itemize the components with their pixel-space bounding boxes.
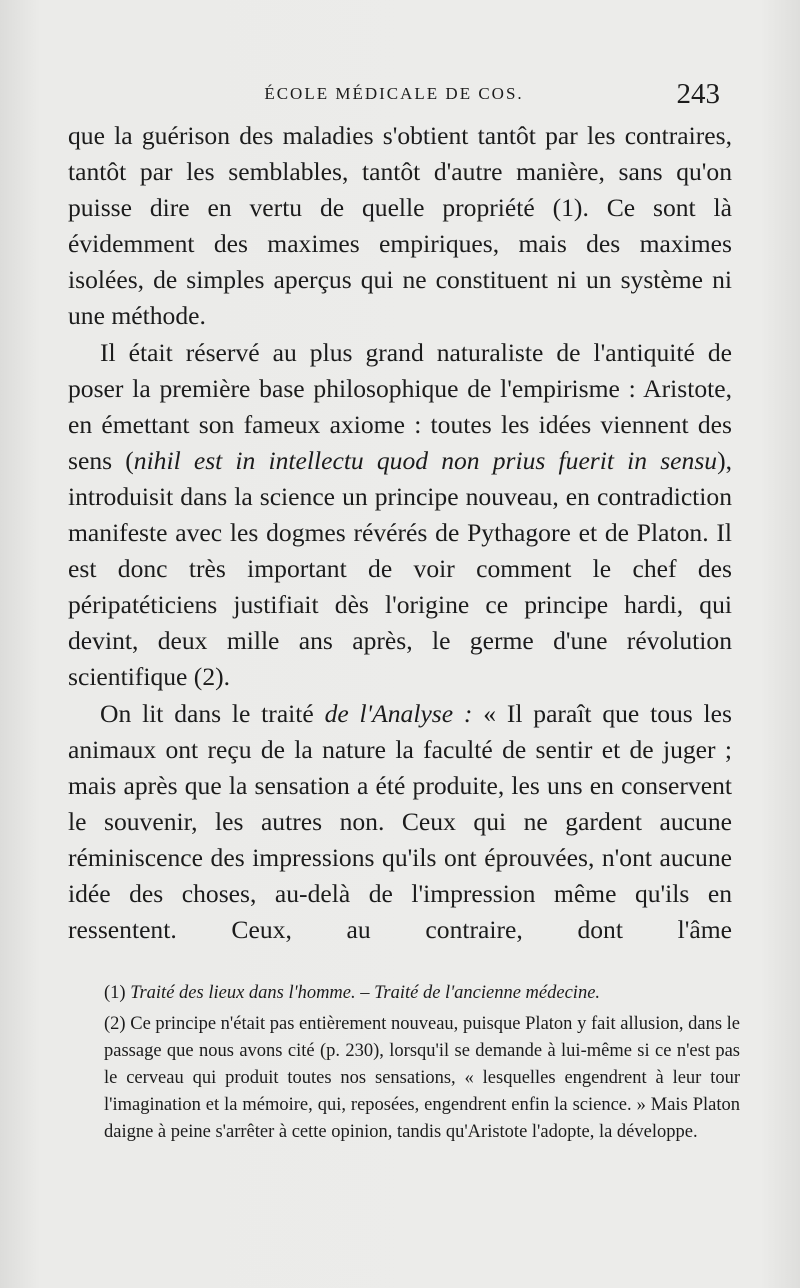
footnotes: [104, 980, 740, 1150]
page-number: 243: [676, 78, 720, 110]
paragraph-1: [68, 118, 732, 335]
footnote-1-number: (1): [104, 983, 126, 1003]
paragraph-2-text-a: Il était réservé au plus grand naturaliste de l'antiquité de poser la première base philosophique de l'empirisme : Aristote, en émettant son fameux axiome : toutes les idées viennent des sens (: [68, 337, 732, 475]
main-text: [68, 118, 732, 948]
footnote-1: [104, 980, 740, 1007]
paragraph-2-text-b: ), introduisit dans la science un principe nouveau, en contradiction manifeste avec les dogmes révérés de Pythagore et de Platon. Il est donc très important de voir comment le chef des péripatéticiens justifiait dès l'origine ce principe hardi, qui devint, deux mille ans après, le germe d'une révolution scientifique (2).: [68, 445, 733, 692]
footnote-2-text: Ce principe n'était pas entièrement nouveau, puisque Platon y fait allusion, dans le passage que nous avons cité (p. 230), lorsqu'il se demande à lui-même si ce n'est pas le cerveau qui produit toutes nos sensations, « lesquelles engendrent à leur tour l'imagination et la mémoire, qui, reposées, engendrent enfin la science. » Mais Platon daigne à peine s'arrêter à cette opinion, tandis qu'Aristote l'adopte, la développe.: [104, 1014, 741, 1142]
footnote-1-ref-a: Traité des lieux dans l'homme.: [130, 983, 356, 1003]
paragraph-3: [68, 696, 732, 949]
footnote-2-number: (2): [104, 1014, 126, 1034]
footnote-1-separator: –: [355, 983, 375, 1003]
latin-quote: nihil est in intellectu quod non prius fuerit in sensu: [133, 445, 718, 475]
running-title: ÉCOLE MÉDICALE DE COS.: [264, 84, 524, 103]
footnote-1-ref-b: Traité de l'ancienne médecine.: [374, 983, 601, 1003]
page-header: [68, 78, 720, 112]
treatise-title: de l'Analyse :: [324, 698, 473, 728]
paragraph-3-text-b: « Il paraît que tous les animaux ont reçu de la nature la faculté de sentir et de juger ; mais après que la sensation a été produite, les uns en conservent le souvenir, les autres non. Ceux qui ne gardent aucune réminiscence des impressions qu'ils ont éprouvées, n'ont aucune idée des choses, au-delà de l'impression même qu'ils en ressentent. Ceux, au contraire, dont l'âme: [68, 698, 732, 945]
paragraph-1-text: que la guérison des maladies s'obtient tantôt par les contraires, tantôt par les semblables, tantôt d'autre manière, sans qu'on puisse dire en vertu de quelle propriété (1). Ce sont là évidemment des maximes empiriques, mais des maximes isolées, de simples aperçus qui ne constituent ni un système ni une méthode.: [68, 121, 732, 331]
paragraph-3-text-a: On lit dans le traité: [100, 698, 325, 728]
paragraph-2: [68, 335, 732, 696]
footnote-2: [104, 1011, 740, 1146]
